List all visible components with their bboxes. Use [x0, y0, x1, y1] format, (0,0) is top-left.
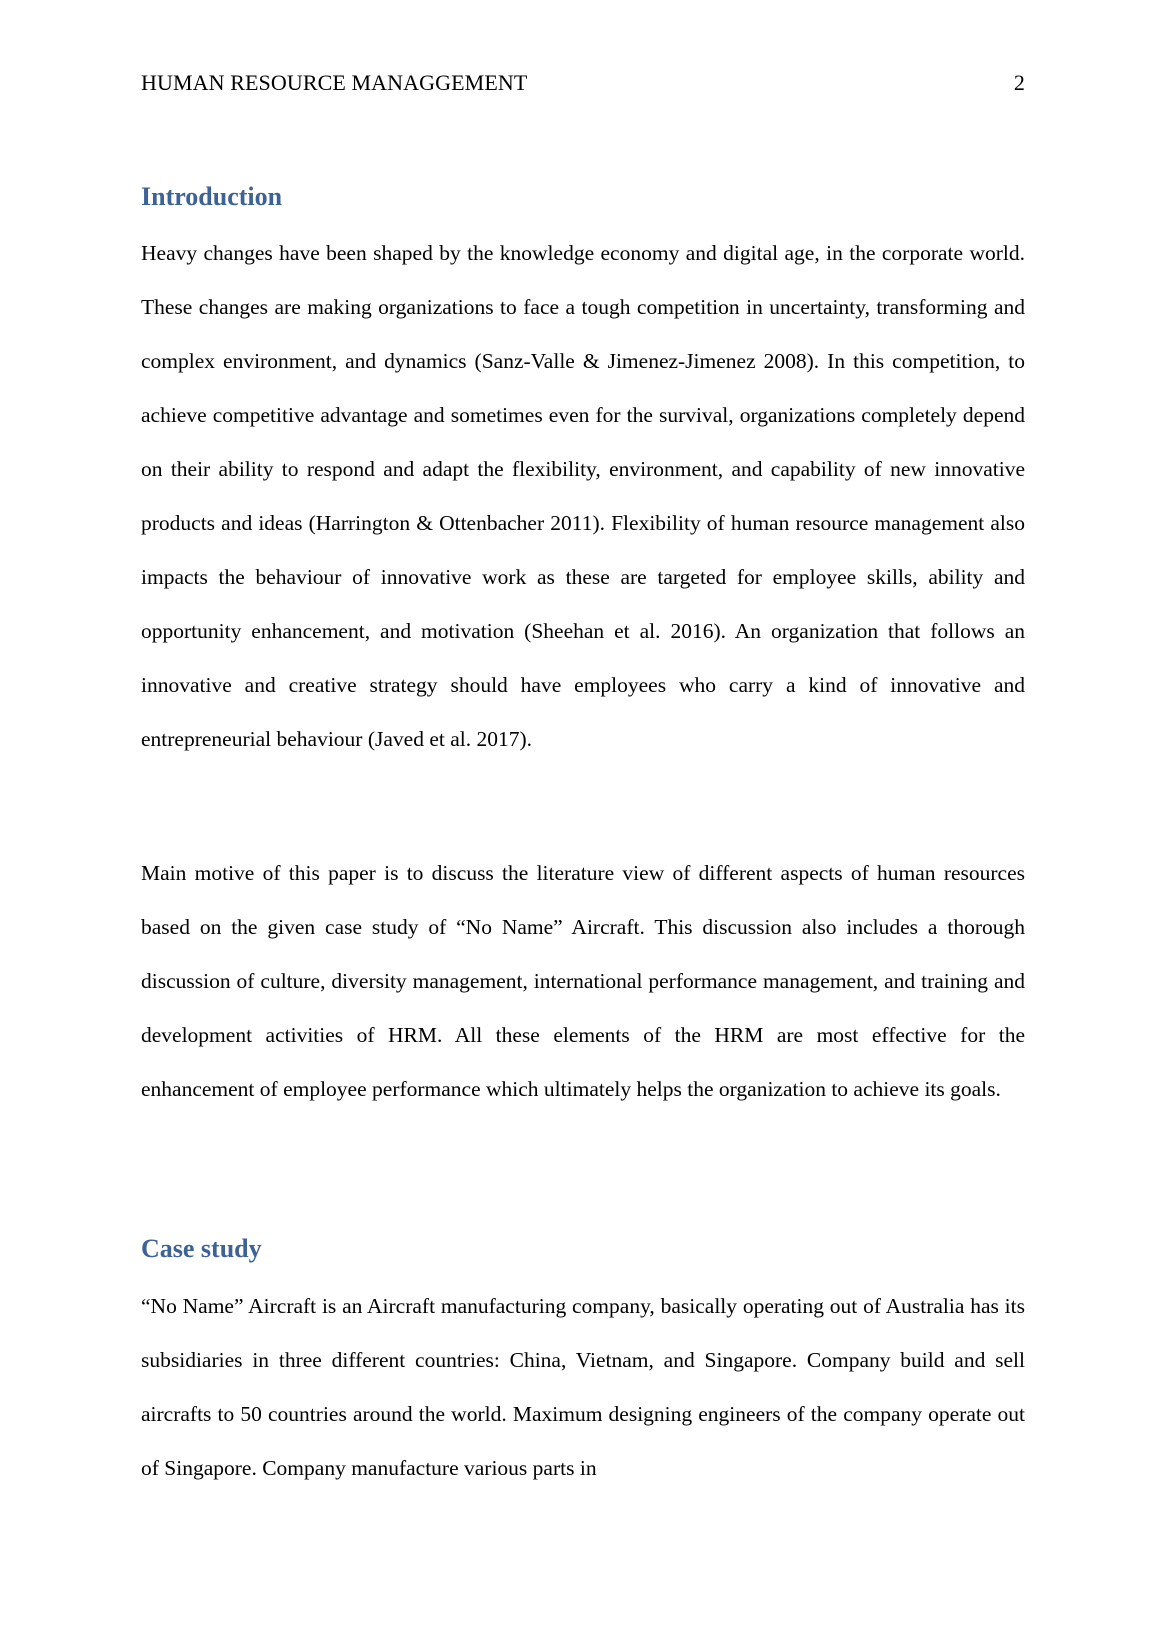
case-study-paragraph-1: “No Name” Aircraft is an Aircraft manufacturing company, basically operating out of Australia has its subsidiaries in three different countries: China, Vietnam, and Singapore. Company build and sell aircrafts to 50 countries around the world. Maximum designing engineers of the company operate out of Singapore. Company manufacture various parts in	[141, 1294, 1025, 1480]
intro-paragraph-1: Heavy changes have been shaped by the knowledge economy and digital age, in the corporate world. These changes are making organizations to face a tough competition in uncertainty, transforming and complex environment, and dynamics (Sanz-Valle & Jimenez-Jimenez 2008). In this competition, to achieve competitive advantage and sometimes even for the survival, organizations completely depend on their ability to respond and adapt the flexibility, environment, and capability of new innovative products and ideas (Harrington & Ottenbacher 2011). Flexibility of human resource management also impacts the behaviour of innovative work as these are targeted for employee skills, ability and opportunity enhancement, and motivation (Sheehan et al. 2016). An organization that follows an innovative and creative strategy should have employees who carry a kind of innovative and entrepreneurial behaviour (Javed et al. 2017).	[141, 241, 1025, 751]
heading-case-study: Case study	[141, 1234, 262, 1263]
intro-paragraph-2: Main motive of this paper is to discuss the literature view of different aspects of human resources based on the given case study of “No Name” Aircraft. This discussion also includes a thorough discussion of culture, diversity management, international performance management, and training and development activities of HRM. All these elements of the HRM are most effective for the enhancement of employee performance which ultimately helps the organization to achieve its goals.	[141, 861, 1025, 1101]
page-number: 2	[1013, 70, 1025, 95]
running-head-title: HUMAN RESOURCE MANAGGEMENT	[141, 70, 528, 95]
running-header	[141, 68, 1025, 98]
heading-introduction: Introduction	[141, 182, 283, 211]
